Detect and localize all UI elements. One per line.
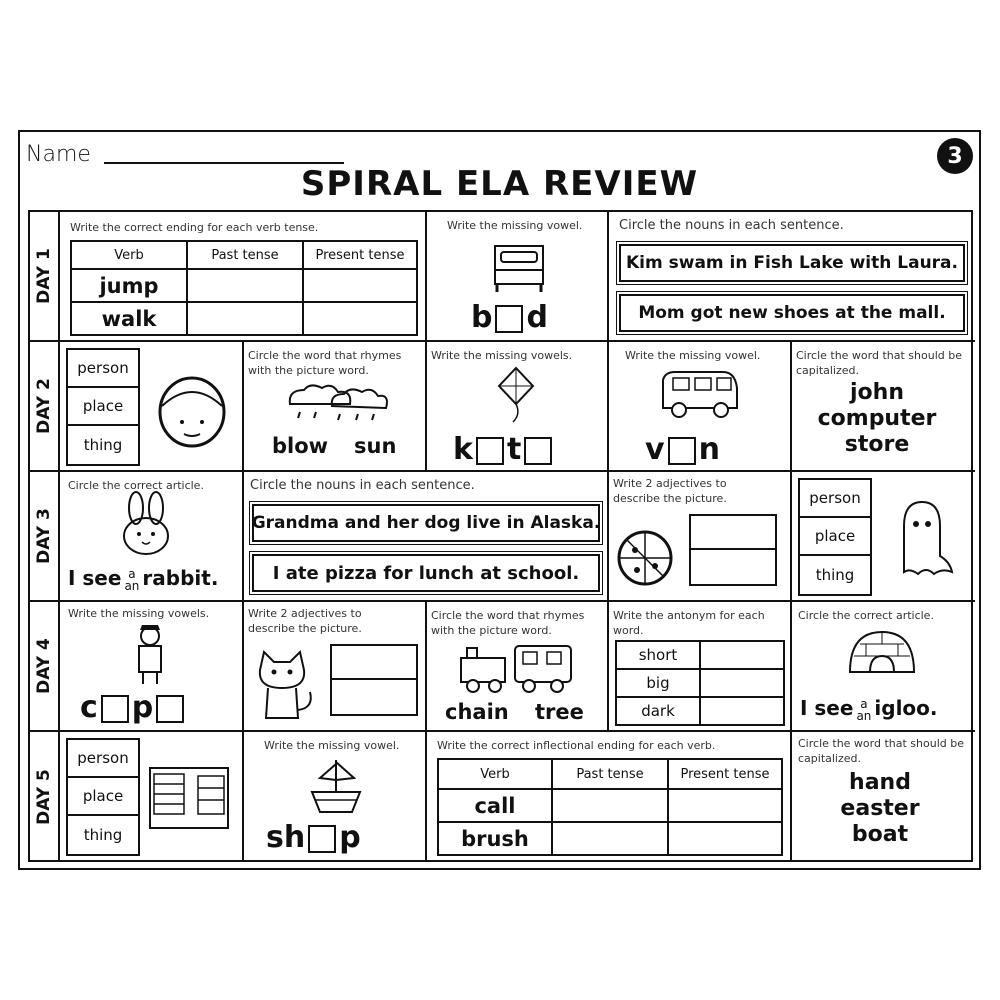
day5-ppt-cell <box>60 732 244 862</box>
day2-vowel-cell <box>609 342 792 472</box>
instruction: Circle the correct article. <box>798 609 934 622</box>
blank-box[interactable] <box>476 437 504 465</box>
instruction: Circle the word that rhymes with the picture word. <box>431 609 585 637</box>
instruction: Circle the word that should be capitalized. <box>798 737 964 765</box>
instruction: Write 2 adjectives to describe the picture. <box>248 607 362 635</box>
col-header: Present tense <box>668 759 782 789</box>
answer-line[interactable] <box>691 516 775 550</box>
verb-word: brush <box>438 822 552 855</box>
day2-rhyme-cell <box>244 342 427 472</box>
instruction: Write the missing vowel. <box>264 739 400 752</box>
article-option-an[interactable]: an <box>856 708 872 723</box>
day-3-label: DAY 3 <box>30 472 60 602</box>
cat-icon <box>250 648 320 722</box>
page-title: SPIRAL ELA REVIEW <box>300 164 699 204</box>
rhyme-word[interactable]: chain <box>445 700 509 724</box>
instruction: Write the missing vowels. <box>68 607 210 620</box>
rhyme-word[interactable]: tree <box>535 700 584 724</box>
antonym-word: short <box>616 641 700 669</box>
article-option-a[interactable]: a <box>860 696 868 711</box>
verb-table <box>70 240 418 336</box>
person-place-thing-box <box>66 738 140 856</box>
cop-icon <box>128 622 172 686</box>
day-2-label: DAY 2 <box>30 342 60 472</box>
instruction: Write the missing vowel. <box>447 219 583 232</box>
ship-icon <box>308 756 364 818</box>
answer-cell[interactable] <box>700 669 784 697</box>
cap-word-list <box>792 380 962 458</box>
review-grid <box>28 210 973 862</box>
day3-nouns-cell <box>244 472 609 602</box>
instruction: Circle the nouns in each sentence. <box>619 218 844 233</box>
blank-box[interactable] <box>668 437 696 465</box>
vowels-word: k t <box>453 432 555 467</box>
answer-cell[interactable] <box>668 789 782 822</box>
cap-word-list <box>792 770 968 848</box>
article-sentence: I see a an igloo. <box>800 696 938 723</box>
option-person[interactable]: person <box>68 350 138 388</box>
person-place-thing-box <box>66 348 140 466</box>
day5-verb-cell <box>427 732 792 862</box>
cap-word[interactable]: store <box>844 432 910 457</box>
article-option-a[interactable]: a <box>128 566 136 581</box>
answer-cell[interactable] <box>303 302 417 335</box>
instruction: Circle the word that should be capitalized. <box>796 349 962 377</box>
day4-article-cell <box>792 602 975 732</box>
rhyme-word[interactable]: sun <box>354 434 397 458</box>
train-icon <box>457 642 577 694</box>
antonym-table <box>615 640 785 726</box>
day2-cap-cell <box>792 342 975 472</box>
day-4-label: DAY 4 <box>30 602 60 732</box>
answer-cell[interactable] <box>303 269 417 302</box>
blank-box[interactable] <box>524 437 552 465</box>
blank-box[interactable] <box>101 695 129 723</box>
col-header: Present tense <box>303 241 417 269</box>
option-place[interactable]: place <box>68 388 138 426</box>
verb-word: walk <box>71 302 187 335</box>
option-thing[interactable]: thing <box>83 436 123 454</box>
answer-cell[interactable] <box>700 641 784 669</box>
answer-cell[interactable] <box>552 822 668 855</box>
worksheet <box>18 130 981 870</box>
blank-box[interactable] <box>308 825 336 853</box>
sentence-box: Grandma and her dog live in Alaska. <box>252 504 600 542</box>
day1-nouns-cell <box>609 212 975 342</box>
rhyme-word[interactable]: blow <box>272 434 329 458</box>
answer-cell[interactable] <box>668 822 782 855</box>
instruction: Write the antonym for each word. <box>613 609 765 637</box>
verb-word: call <box>438 789 552 822</box>
col-header: Verb <box>71 241 187 269</box>
day4-vowels-cell <box>60 602 244 732</box>
instruction: Write the correct ending for each verb tense. <box>70 221 319 234</box>
sentence-box: Kim swam in Fish Lake with Laura. <box>619 244 965 282</box>
adjective-answer-box <box>330 644 418 716</box>
col-header: Past tense <box>552 759 668 789</box>
answer-cell[interactable] <box>552 789 668 822</box>
library-icon <box>148 766 230 832</box>
day4-antonym-cell <box>609 602 792 732</box>
vowel-word: v n <box>645 432 720 467</box>
day4-rhyme-cell <box>427 602 609 732</box>
cap-word[interactable]: easter <box>840 796 920 821</box>
verb-table <box>437 758 783 856</box>
verb-word: jump <box>71 269 187 302</box>
cap-word[interactable]: hand <box>849 770 911 795</box>
day1-vowel-cell <box>427 212 609 342</box>
instruction: Circle the correct article. <box>68 479 204 492</box>
blank-box[interactable] <box>495 305 523 333</box>
sentence-box: I ate pizza for lunch at school. <box>252 554 600 592</box>
instruction: Circle the word that rhymes with the picture word. <box>248 349 402 377</box>
article-option-an[interactable]: an <box>124 578 140 593</box>
answer-cell[interactable] <box>187 302 303 335</box>
day1-verb-cell <box>60 212 427 342</box>
answer-cell[interactable] <box>700 697 784 725</box>
instruction: Circle the nouns in each sentence. <box>250 478 475 493</box>
antonym-word: dark <box>616 697 700 725</box>
answer-cell[interactable] <box>187 269 303 302</box>
day-1-label: DAY 1 <box>30 212 60 342</box>
day5-vowel-cell <box>244 732 427 862</box>
option-thing[interactable]: thing <box>83 826 123 844</box>
person-place-thing-box <box>798 478 872 596</box>
answer-line[interactable] <box>691 550 775 584</box>
option-thing[interactable]: thing <box>815 566 855 584</box>
cap-word[interactable]: computer <box>817 406 937 431</box>
day3-article-cell <box>60 472 244 602</box>
name-label: Name <box>26 142 91 167</box>
blank-box[interactable] <box>156 695 184 723</box>
baby-face-icon <box>152 372 232 448</box>
answer-line[interactable] <box>332 646 416 680</box>
day-5-label: DAY 5 <box>30 732 60 862</box>
col-header: Past tense <box>187 241 303 269</box>
day3-adj-cell <box>609 472 792 602</box>
cap-word[interactable]: john <box>850 380 904 405</box>
bed-icon <box>489 238 549 294</box>
instruction: Write the missing vowel. <box>625 349 761 362</box>
adjective-answer-box <box>689 514 777 586</box>
article-sentence: I see a an rabbit. <box>68 566 219 593</box>
day5-cap-cell <box>792 732 975 862</box>
answer-line[interactable] <box>332 680 416 714</box>
day2-vowels-cell <box>427 342 609 472</box>
pizza-icon <box>615 528 679 586</box>
col-header: Verb <box>438 759 552 789</box>
option-place[interactable]: place <box>68 778 138 816</box>
vowel-word: b d <box>471 300 548 335</box>
instruction: Write the correct inflectional ending for each verb. <box>437 739 716 752</box>
rain-cloud-icon <box>280 380 390 428</box>
van-icon <box>657 366 743 422</box>
option-person[interactable]: person <box>800 480 870 518</box>
cap-word[interactable]: boat <box>851 822 909 847</box>
option-place[interactable]: place <box>800 518 870 556</box>
igloo-icon <box>846 626 918 676</box>
vowel-word: sh p <box>266 820 361 855</box>
kite-icon <box>491 366 541 426</box>
day3-ppt-cell <box>792 472 975 602</box>
instruction: Write the missing vowels. <box>431 349 573 362</box>
day2-ppt-cell <box>60 342 244 472</box>
ghost-icon <box>886 496 956 580</box>
vowels-word: c p <box>80 690 187 725</box>
bunny-icon <box>114 490 178 560</box>
page-number-badge: 3 <box>937 138 973 174</box>
antonym-word: big <box>616 669 700 697</box>
day4-adj-cell <box>244 602 427 732</box>
instruction: Write 2 adjectives to describe the picture. <box>613 477 727 505</box>
sentence-box: Mom got new shoes at the mall. <box>619 294 965 332</box>
option-person[interactable]: person <box>68 740 138 778</box>
